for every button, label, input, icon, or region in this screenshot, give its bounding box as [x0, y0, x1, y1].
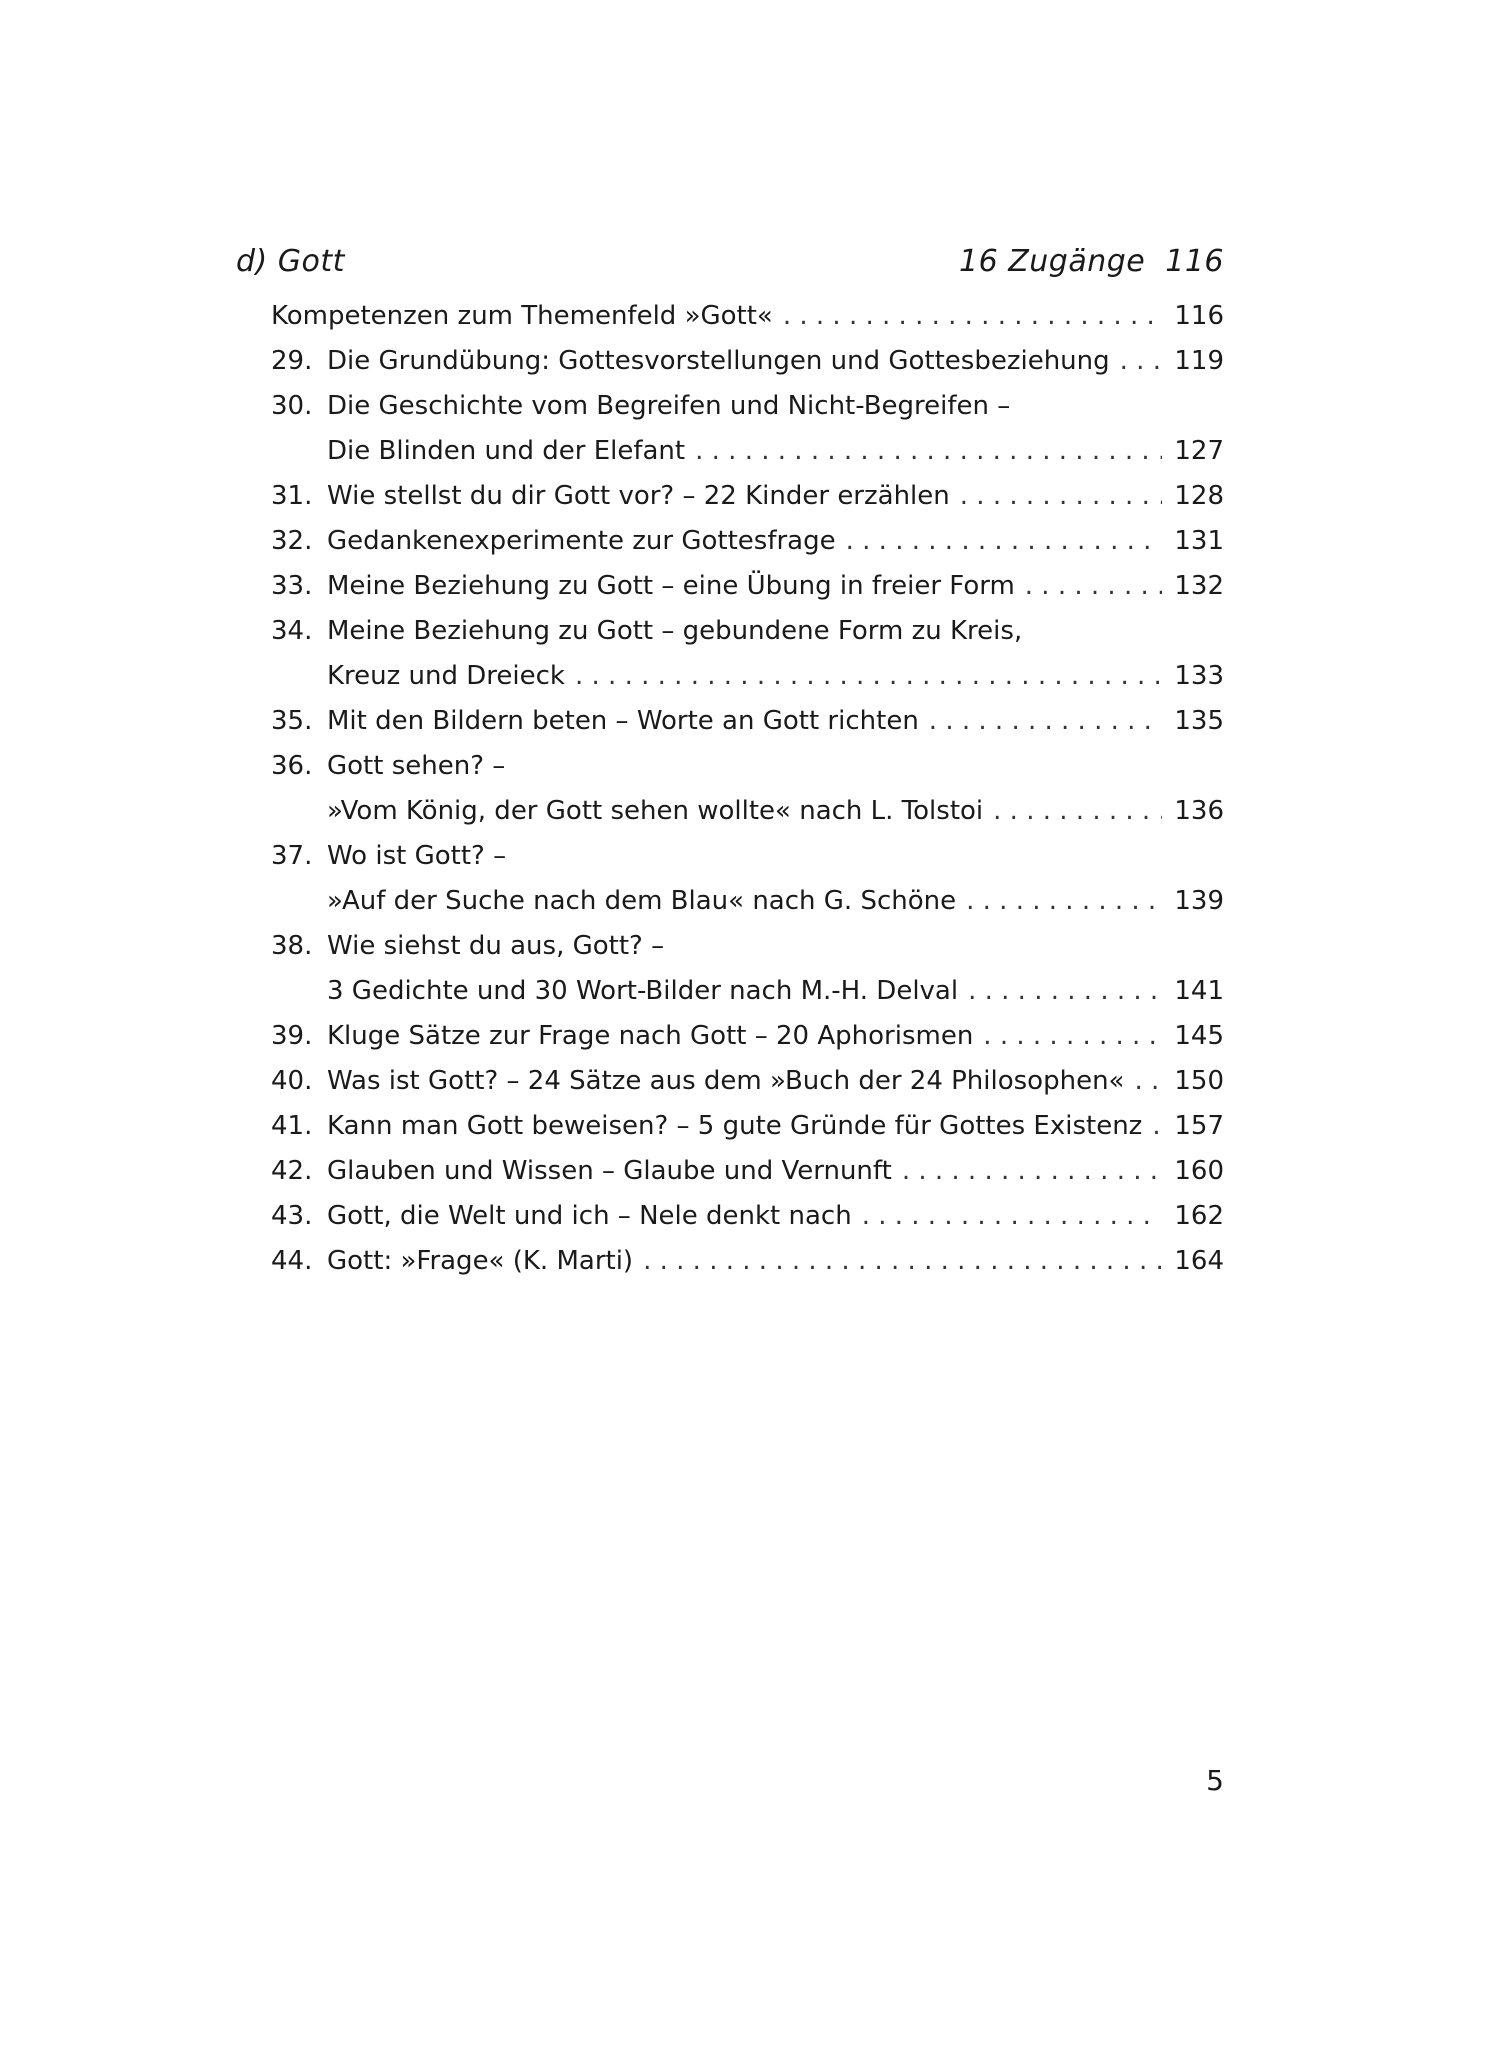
toc-entry [271, 564, 1224, 609]
toc-entry-page: 119 [1174, 346, 1224, 376]
toc-entry [271, 609, 1224, 699]
toc-entry-page: 135 [1174, 706, 1224, 736]
toc-intro-entry [271, 294, 1224, 339]
toc-entry-number: 40. [271, 1066, 313, 1096]
toc-entry-title: Die Geschichte vom Begreifen und Nicht-Begreifen – [327, 391, 1011, 421]
page-number: 5 [1206, 1764, 1224, 1797]
toc-entry [271, 1194, 1224, 1239]
toc-entry-title: Mit den Bildern beten – Worte an Gott richten [327, 706, 919, 736]
toc-entry-page: 145 [1174, 1021, 1224, 1051]
toc-entry-title: Wo ist Gott? – [327, 841, 507, 871]
dot-leader [968, 969, 1162, 1014]
toc-entry-number: 42. [271, 1156, 313, 1186]
toc-entry-title: Meine Beziehung zu Gott – eine Übung in freier Form [327, 571, 1015, 601]
toc-entry-number: 29. [271, 346, 313, 376]
toc-entry-number: 44. [271, 1246, 313, 1276]
toc-entry-number: 43. [271, 1201, 313, 1231]
toc-intro-page: 116 [1174, 301, 1224, 331]
toc-entry-number: 35. [271, 706, 313, 736]
toc-entry-number: 34. [271, 616, 313, 646]
toc-entry-page: 157 [1174, 1111, 1224, 1141]
toc-entry-title: Wie stellst du dir Gott vor? – 22 Kinder erzählen [327, 481, 950, 511]
toc-entry-page: 141 [1174, 976, 1224, 1006]
toc-entry-number: 30. [271, 391, 313, 421]
toc-entry-number: 38. [271, 931, 313, 961]
section-label: d) Gott [236, 244, 345, 279]
toc-entry [271, 1059, 1224, 1104]
toc-entry [271, 834, 1224, 924]
dot-leader [643, 1239, 1162, 1284]
toc-entry [271, 699, 1224, 744]
dot-leader [1120, 339, 1163, 384]
toc-entry-title: 3 Gedichte und 30 Wort-Bilder nach M.-H. Delval [327, 976, 959, 1006]
toc-entry-page: 150 [1174, 1066, 1224, 1096]
toc-entry-number: 33. [271, 571, 313, 601]
toc-entry-number: 31. [271, 481, 313, 511]
dot-leader [993, 789, 1162, 834]
toc-entry-page: 162 [1174, 1201, 1224, 1231]
toc-entry-title: Die Blinden und der Elefant [327, 436, 686, 466]
table-of-contents [271, 294, 1224, 1284]
toc-entry-title: Gott: »Frage« (K. Marti) [327, 1246, 634, 1276]
toc-entry-number: 32. [271, 526, 313, 556]
section-approaches: 16 Zugänge [959, 244, 1146, 279]
toc-entry-page: 128 [1174, 481, 1224, 511]
toc-entry-number: 39. [271, 1021, 313, 1051]
dot-leader [966, 879, 1162, 924]
dot-leader [695, 429, 1162, 474]
dot-leader [902, 1149, 1163, 1194]
dot-leader [1152, 1104, 1162, 1149]
toc-entry [271, 1104, 1224, 1149]
toc-entry-page: 160 [1174, 1156, 1224, 1186]
toc-entry [271, 339, 1224, 384]
toc-entry-page: 127 [1174, 436, 1224, 466]
section-heading [236, 244, 1224, 292]
toc-entry-page: 136 [1174, 796, 1224, 826]
toc-entry-title: »Auf der Suche nach dem Blau« nach G. Schöne [327, 886, 957, 916]
toc-entry-title: Kann man Gott beweisen? – 5 gute Gründe für Gottes Existenz [327, 1111, 1143, 1141]
toc-entry-title: Kluge Sätze zur Frage nach Gott – 20 Aphorismen [327, 1021, 974, 1051]
toc-entry-title: Was ist Gott? – 24 Sätze aus dem »Buch der 24 Philosophen« [327, 1066, 1125, 1096]
toc-entry-page: 139 [1174, 886, 1224, 916]
toc-entry-title: Wie siehst du aus, Gott? – [327, 931, 665, 961]
dot-leader [846, 519, 1163, 564]
toc-entry-number: 36. [271, 751, 313, 781]
dot-leader [1025, 564, 1163, 609]
toc-entry-title: Kreuz und Dreieck [327, 661, 565, 691]
toc-entry-title: Meine Beziehung zu Gott – gebundene Form zu Kreis, [327, 616, 1023, 646]
toc-entry [271, 744, 1224, 834]
toc-entry [271, 924, 1224, 1014]
section-page: 116 [1165, 244, 1224, 279]
dot-leader [575, 654, 1162, 699]
toc-entry-page: 133 [1174, 661, 1224, 691]
dot-leader [783, 294, 1163, 339]
toc-entry [271, 474, 1224, 519]
toc-entry-title: Gott, die Welt und ich – Nele denkt nach [327, 1201, 852, 1231]
toc-entry-title: Gott sehen? – [327, 751, 506, 781]
toc-entry-page: 131 [1174, 526, 1224, 556]
toc-entry-page: 164 [1174, 1246, 1224, 1276]
section-meta [959, 244, 1224, 279]
toc-entry-number: 37. [271, 841, 313, 871]
toc-entry-page: 132 [1174, 571, 1224, 601]
toc-entry [271, 519, 1224, 564]
toc-entry-number: 41. [271, 1111, 313, 1141]
toc-entry [271, 384, 1224, 474]
dot-leader [1134, 1059, 1162, 1104]
toc-intro-text: Kompetenzen zum Themenfeld »Gott« [271, 301, 773, 331]
dot-leader [960, 474, 1163, 519]
dot-leader [862, 1194, 1163, 1239]
toc-entry [271, 1014, 1224, 1059]
toc-entry [271, 1149, 1224, 1194]
dot-leader [983, 1014, 1162, 1059]
dot-leader [929, 699, 1163, 744]
toc-entry-title: Glauben und Wissen – Glaube und Vernunft [327, 1156, 892, 1186]
toc-entry-title: »Vom König, der Gott sehen wollte« nach L. Tolstoi [327, 796, 984, 826]
toc-entry-title: Die Grundübung: Gottesvorstellungen und Gottesbeziehung [327, 346, 1110, 376]
toc-entry-title: Gedankenexperimente zur Gottesfrage [327, 526, 836, 556]
toc-entry [271, 1239, 1224, 1284]
